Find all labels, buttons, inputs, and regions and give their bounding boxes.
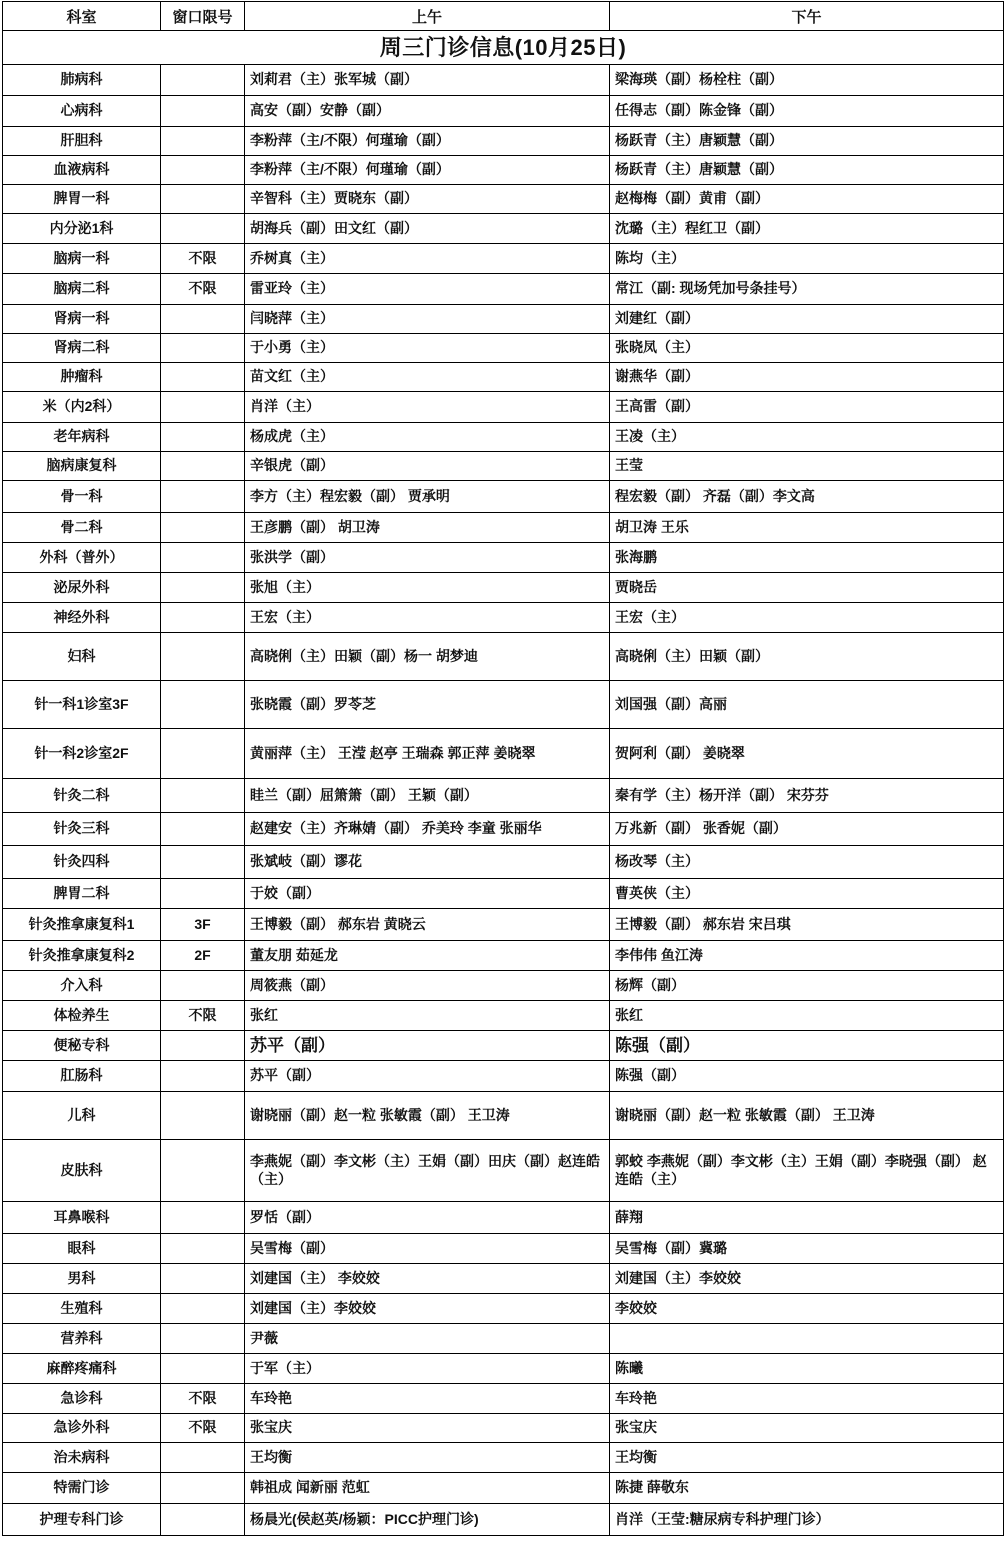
dept-cell: 骨一科 — [3, 481, 161, 513]
afternoon-cell: 王博毅（副） 郝东岩 宋吕琪 — [610, 909, 1004, 941]
afternoon-cell: 贾晓岳 — [610, 573, 1004, 603]
morning-cell: 胡海兵（副）田文红（副） — [245, 214, 610, 244]
dept-cell: 内分泌1科 — [3, 214, 161, 244]
table-row — [3, 909, 1004, 941]
table-row — [3, 1504, 1004, 1536]
window-limit-cell — [161, 681, 245, 729]
table-row — [3, 481, 1004, 513]
afternoon-cell: 万兆新（副） 张香妮（副） — [610, 813, 1004, 846]
table-row — [3, 423, 1004, 452]
window-limit-cell — [161, 1264, 245, 1294]
table-row — [3, 1294, 1004, 1324]
window-limit-cell — [161, 1324, 245, 1354]
morning-cell: 刘莉君（主）张军城（副） — [245, 65, 610, 96]
table-row — [3, 1354, 1004, 1384]
table-row — [3, 1264, 1004, 1294]
afternoon-cell: 曹英侠（主） — [610, 879, 1004, 909]
window-limit-cell: 2F — [161, 941, 245, 971]
morning-cell: 张宝庆 — [245, 1414, 610, 1443]
window-limit-cell — [161, 543, 245, 573]
dept-cell: 特需门诊 — [3, 1473, 161, 1504]
window-limit-cell — [161, 1092, 245, 1140]
dept-cell: 麻醉疼痛科 — [3, 1354, 161, 1384]
window-limit-cell: 3F — [161, 909, 245, 941]
morning-cell: 苏平（副） — [245, 1031, 610, 1061]
morning-cell: 高安（副）安静（副） — [245, 96, 610, 127]
header-dept: 科室 — [3, 2, 161, 31]
table-row — [3, 96, 1004, 127]
table-row — [3, 971, 1004, 1001]
morning-cell: 苏平（副） — [245, 1061, 610, 1092]
afternoon-cell: 沈璐（主）程红卫（副） — [610, 214, 1004, 244]
dept-cell: 脑病康复科 — [3, 452, 161, 481]
table-row — [3, 392, 1004, 423]
table-row — [3, 879, 1004, 909]
morning-cell: 张晓霞（副）罗苓芝 — [245, 681, 610, 729]
morning-cell: 刘建国（主）李姣姣 — [245, 1294, 610, 1324]
afternoon-cell: 杨跃青（主）唐颖慧（副） — [610, 156, 1004, 185]
window-limit-cell — [161, 603, 245, 633]
afternoon-cell: 王均衡 — [610, 1443, 1004, 1473]
table-row — [3, 1202, 1004, 1234]
window-limit-cell — [161, 513, 245, 543]
morning-cell: 辛智科（主）贾晓东（副） — [245, 185, 610, 214]
dept-cell: 血液病科 — [3, 156, 161, 185]
header-am: 上午 — [245, 2, 610, 31]
afternoon-cell: 谢晓丽（副）赵一粒 张敏霞（副） 王卫涛 — [610, 1092, 1004, 1140]
window-limit-cell — [161, 633, 245, 681]
morning-cell: 杨晨光(侯赵英/杨颖：PICC护理门诊) — [245, 1504, 610, 1536]
dept-cell: 心病科 — [3, 96, 161, 127]
dept-cell: 皮肤科 — [3, 1140, 161, 1202]
window-limit-cell: 不限 — [161, 274, 245, 305]
dept-cell: 妇科 — [3, 633, 161, 681]
morning-cell: 高晓俐（主）田颖（副）杨一 胡梦迪 — [245, 633, 610, 681]
afternoon-cell: 刘建国（主）李姣姣 — [610, 1264, 1004, 1294]
afternoon-cell: 李伟伟 鱼江涛 — [610, 941, 1004, 971]
afternoon-cell: 陈强（副） — [610, 1061, 1004, 1092]
afternoon-cell: 杨跃青（主）唐颖慧（副） — [610, 127, 1004, 156]
morning-cell: 刘建国（主） 李姣姣 — [245, 1264, 610, 1294]
window-limit-cell — [161, 392, 245, 423]
afternoon-cell: 陈强（副） — [610, 1031, 1004, 1061]
afternoon-cell: 胡卫涛 王乐 — [610, 513, 1004, 543]
afternoon-cell: 程宏毅（副） 齐磊（副）李文高 — [610, 481, 1004, 513]
table-row — [3, 813, 1004, 846]
table-row — [3, 214, 1004, 244]
window-limit-cell — [161, 96, 245, 127]
dept-cell: 护理专科门诊 — [3, 1504, 161, 1536]
morning-cell: 辛银虎（副） — [245, 452, 610, 481]
window-limit-cell — [161, 305, 245, 334]
dept-cell: 肺病科 — [3, 65, 161, 96]
dept-cell: 生殖科 — [3, 1294, 161, 1324]
morning-cell: 张红 — [245, 1001, 610, 1031]
afternoon-cell: 车玲艳 — [610, 1384, 1004, 1414]
dept-cell: 针一科1诊室3F — [3, 681, 161, 729]
dept-cell: 肿瘤科 — [3, 363, 161, 392]
table-row — [3, 452, 1004, 481]
window-limit-cell — [161, 1031, 245, 1061]
window-limit-cell: 不限 — [161, 1414, 245, 1443]
dept-cell: 肛肠科 — [3, 1061, 161, 1092]
morning-cell: 罗恬（副） — [245, 1202, 610, 1234]
afternoon-cell: 谢燕华（副） — [610, 363, 1004, 392]
dept-cell: 男科 — [3, 1264, 161, 1294]
table-body — [3, 65, 1004, 1536]
dept-cell: 便秘专科 — [3, 1031, 161, 1061]
dept-cell: 针灸推拿康复科1 — [3, 909, 161, 941]
dept-cell: 针灸推拿康复科2 — [3, 941, 161, 971]
table-row — [3, 1414, 1004, 1443]
dept-cell: 脾胃二科 — [3, 879, 161, 909]
window-limit-cell — [161, 879, 245, 909]
window-limit-cell — [161, 729, 245, 779]
window-limit-cell — [161, 1202, 245, 1234]
table-row — [3, 334, 1004, 363]
schedule-page — [2, 0, 1003, 1536]
window-limit-cell: 不限 — [161, 244, 245, 274]
table-row — [3, 1061, 1004, 1092]
afternoon-cell: 刘国强（副）高丽 — [610, 681, 1004, 729]
table-row — [3, 941, 1004, 971]
afternoon-cell: 陈均（主） — [610, 244, 1004, 274]
window-limit-cell — [161, 573, 245, 603]
afternoon-cell: 肖洋（王莹:糖尿病专科护理门诊） — [610, 1504, 1004, 1536]
window-limit-cell — [161, 971, 245, 1001]
afternoon-cell: 王莹 — [610, 452, 1004, 481]
window-limit-cell — [161, 1234, 245, 1264]
afternoon-cell: 吴雪梅（副）冀璐 — [610, 1234, 1004, 1264]
morning-cell: 眭兰（副）屈箫箫（副） 王颖（副） — [245, 779, 610, 813]
dept-cell: 肾病二科 — [3, 334, 161, 363]
morning-cell: 谢晓丽（副）赵一粒 张敏霞（副） 王卫涛 — [245, 1092, 610, 1140]
table-row — [3, 305, 1004, 334]
dept-cell: 神经外科 — [3, 603, 161, 633]
table-row — [3, 543, 1004, 573]
morning-cell: 赵建安（主）齐琳婧（副） 乔美玲 李童 张丽华 — [245, 813, 610, 846]
table-row — [3, 127, 1004, 156]
window-limit-cell — [161, 1443, 245, 1473]
window-limit-cell — [161, 214, 245, 244]
afternoon-cell: 李姣姣 — [610, 1294, 1004, 1324]
morning-cell: 雷亚玲（主） — [245, 274, 610, 305]
morning-cell: 李粉萍（主/不限）何瑾瑜（副） — [245, 156, 610, 185]
dept-cell: 泌尿外科 — [3, 573, 161, 603]
afternoon-cell: 常江（副: 现场凭加号条挂号） — [610, 274, 1004, 305]
page-title: 周三门诊信息(10月25日) — [3, 31, 1004, 65]
table-row — [3, 1443, 1004, 1473]
afternoon-cell: 张宝庆 — [610, 1414, 1004, 1443]
afternoon-cell: 贺阿利（副） 姜晓翠 — [610, 729, 1004, 779]
table-row — [3, 1234, 1004, 1264]
table-row — [3, 1384, 1004, 1414]
afternoon-cell: 秦有学（主）杨开洋（副） 宋芬芬 — [610, 779, 1004, 813]
morning-cell: 吴雪梅（副） — [245, 1234, 610, 1264]
dept-cell: 儿科 — [3, 1092, 161, 1140]
table-row — [3, 1473, 1004, 1504]
window-limit-cell — [161, 846, 245, 879]
afternoon-cell: 王高雷（副） — [610, 392, 1004, 423]
afternoon-cell: 陈捷 薛敬东 — [610, 1473, 1004, 1504]
morning-cell: 韩祖成 闻新丽 范虹 — [245, 1473, 610, 1504]
morning-cell: 李燕妮（副）李文彬（主）王娟（副）田庆（副）赵连皓（主） — [245, 1140, 610, 1202]
afternoon-cell — [610, 1324, 1004, 1354]
window-limit-cell — [161, 452, 245, 481]
morning-cell: 黄丽萍（主） 王滢 赵亭 王瑞森 郭正萍 姜晓翠 — [245, 729, 610, 779]
dept-cell: 肝胆科 — [3, 127, 161, 156]
window-limit-cell — [161, 363, 245, 392]
table-row — [3, 846, 1004, 879]
window-limit-cell — [161, 813, 245, 846]
table-row — [3, 573, 1004, 603]
dept-cell: 针一科2诊室2F — [3, 729, 161, 779]
afternoon-cell: 郭蛟 李燕妮（副）李文彬（主）王娟（副）李晓强（副） 赵连皓（主） — [610, 1140, 1004, 1202]
afternoon-cell: 杨辉（副） — [610, 971, 1004, 1001]
morning-cell: 张洪学（副） — [245, 543, 610, 573]
window-limit-cell — [161, 481, 245, 513]
table-row — [3, 1031, 1004, 1061]
table-row — [3, 681, 1004, 729]
dept-cell: 脑病二科 — [3, 274, 161, 305]
dept-cell: 治未病科 — [3, 1443, 161, 1473]
morning-cell: 车玲艳 — [245, 1384, 610, 1414]
morning-cell: 闫晓萍（主） — [245, 305, 610, 334]
table-row — [3, 156, 1004, 185]
schedule-table — [2, 1, 1004, 1536]
morning-cell: 于姣（副） — [245, 879, 610, 909]
afternoon-cell: 杨改琴（主） — [610, 846, 1004, 879]
table-row — [3, 513, 1004, 543]
morning-cell: 于军（主） — [245, 1354, 610, 1384]
dept-cell: 眼科 — [3, 1234, 161, 1264]
afternoon-cell: 张红 — [610, 1001, 1004, 1031]
dept-cell: 脑病一科 — [3, 244, 161, 274]
afternoon-cell: 高晓俐（主）田颖（副） — [610, 633, 1004, 681]
morning-cell: 董友朋 茹延龙 — [245, 941, 610, 971]
window-limit-cell — [161, 1354, 245, 1384]
window-limit-cell — [161, 1061, 245, 1092]
dept-cell: 脾胃一科 — [3, 185, 161, 214]
table-row — [3, 65, 1004, 96]
window-limit-cell — [161, 334, 245, 363]
afternoon-cell: 薛翔 — [610, 1202, 1004, 1234]
window-limit-cell: 不限 — [161, 1384, 245, 1414]
window-limit-cell — [161, 423, 245, 452]
header-limit: 窗口限号 — [161, 2, 245, 31]
title-row — [3, 31, 1004, 65]
dept-cell: 针灸三科 — [3, 813, 161, 846]
header-pm: 下午 — [610, 2, 1004, 31]
table-row — [3, 1001, 1004, 1031]
window-limit-cell — [161, 65, 245, 96]
morning-cell: 王博毅（副） 郝东岩 黄晓云 — [245, 909, 610, 941]
afternoon-cell: 王凌（主） — [610, 423, 1004, 452]
morning-cell: 肖洋（主） — [245, 392, 610, 423]
table-row — [3, 603, 1004, 633]
dept-cell: 肾病一科 — [3, 305, 161, 334]
morning-cell: 王宏（主） — [245, 603, 610, 633]
table-row — [3, 244, 1004, 274]
morning-cell: 王彦鹏（副） 胡卫涛 — [245, 513, 610, 543]
table-row — [3, 1140, 1004, 1202]
window-limit-cell — [161, 185, 245, 214]
dept-cell: 外科（普外） — [3, 543, 161, 573]
table-row — [3, 779, 1004, 813]
dept-cell: 针灸二科 — [3, 779, 161, 813]
dept-cell: 急诊外科 — [3, 1414, 161, 1443]
dept-cell: 骨二科 — [3, 513, 161, 543]
afternoon-cell: 张海鹏 — [610, 543, 1004, 573]
window-limit-cell — [161, 1504, 245, 1536]
table-row — [3, 363, 1004, 392]
dept-cell: 老年病科 — [3, 423, 161, 452]
morning-cell: 乔树真（主） — [245, 244, 610, 274]
dept-cell: 米（内2科） — [3, 392, 161, 423]
afternoon-cell: 陈曦 — [610, 1354, 1004, 1384]
morning-cell: 李粉萍（主/不限）何瑾瑜（副） — [245, 127, 610, 156]
table-row — [3, 1324, 1004, 1354]
window-limit-cell — [161, 779, 245, 813]
morning-cell: 于小勇（主） — [245, 334, 610, 363]
window-limit-cell — [161, 156, 245, 185]
morning-cell: 张旭（主） — [245, 573, 610, 603]
afternoon-cell: 刘建红（副） — [610, 305, 1004, 334]
table-row — [3, 633, 1004, 681]
afternoon-cell: 张晓凤（主） — [610, 334, 1004, 363]
table-row — [3, 185, 1004, 214]
table-row — [3, 1092, 1004, 1140]
morning-cell: 尹薇 — [245, 1324, 610, 1354]
dept-cell: 营养科 — [3, 1324, 161, 1354]
morning-cell: 周筱燕（副） — [245, 971, 610, 1001]
window-limit-cell — [161, 127, 245, 156]
morning-cell: 杨成虎（主） — [245, 423, 610, 452]
dept-cell: 针灸四科 — [3, 846, 161, 879]
afternoon-cell: 任得志（副）陈金锋（副） — [610, 96, 1004, 127]
window-limit-cell — [161, 1473, 245, 1504]
afternoon-cell: 赵梅梅（副）黄甫（副） — [610, 185, 1004, 214]
morning-cell: 张斌岐（副）谬花 — [245, 846, 610, 879]
afternoon-cell: 梁海瑛（副）杨栓柱（副） — [610, 65, 1004, 96]
afternoon-cell: 王宏（主） — [610, 603, 1004, 633]
morning-cell: 苗文红（主） — [245, 363, 610, 392]
dept-cell: 介入科 — [3, 971, 161, 1001]
table-row — [3, 274, 1004, 305]
morning-cell: 李方（主）程宏毅（副） 贾承明 — [245, 481, 610, 513]
table-row — [3, 729, 1004, 779]
window-limit-cell: 不限 — [161, 1001, 245, 1031]
dept-cell: 耳鼻喉科 — [3, 1202, 161, 1234]
window-limit-cell — [161, 1140, 245, 1202]
morning-cell: 王均衡 — [245, 1443, 610, 1473]
dept-cell: 体检养生 — [3, 1001, 161, 1031]
table-header — [3, 2, 1004, 31]
window-limit-cell — [161, 1294, 245, 1324]
dept-cell: 急诊科 — [3, 1384, 161, 1414]
